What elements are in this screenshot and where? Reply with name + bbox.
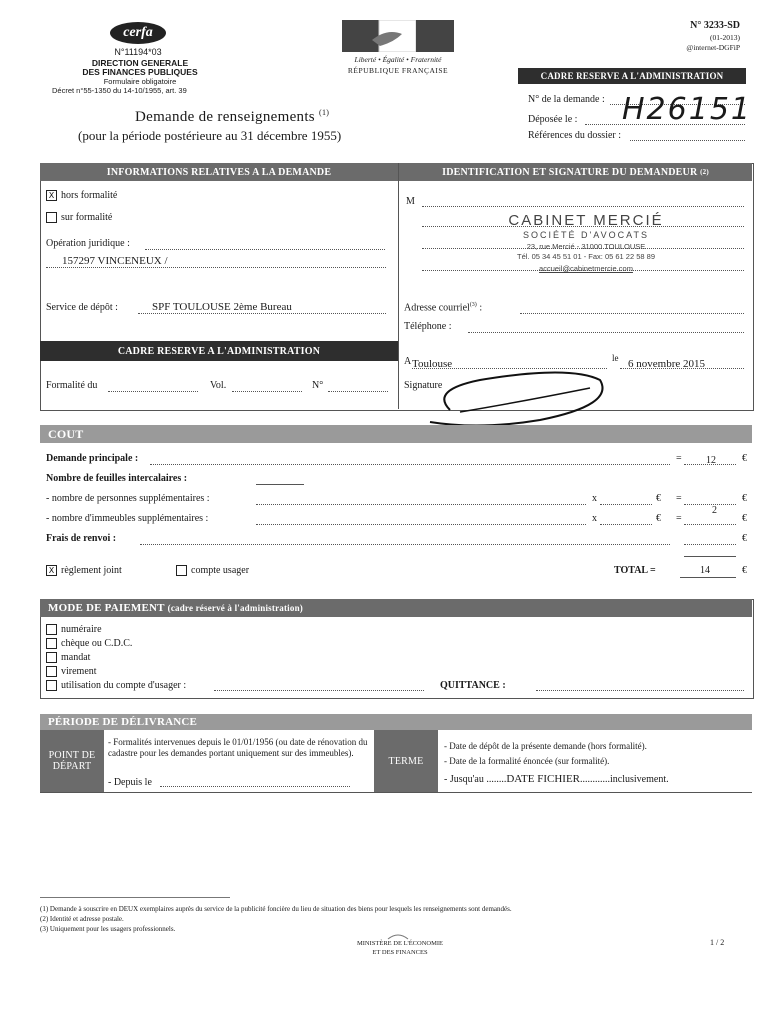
immeubles-eq: = [676,513,682,524]
periode-heading: PÉRIODE DE DÉLIVRANCE [40,714,752,730]
n-label: N° [312,380,324,391]
le-value[interactable]: 6 novembre 2015 [628,358,705,370]
immeubles-total-euro: € [742,513,747,524]
identification-heading: IDENTIFICATION ET SIGNATURE DU DEMANDEUR (2) [399,163,752,181]
operation-label: Opération juridique : [46,238,130,249]
terme-cell: TERME [374,730,438,792]
hors-formalite-option[interactable]: X hors formalité [46,190,117,201]
cerfa-logo: cerfa [110,22,166,44]
cout-heading: COUT [40,425,752,443]
deposee-label: Déposée le : [528,114,578,125]
ministere-line1: MINISTÈRE DE L'ÉCONOMIE [356,940,444,947]
sur-formalite-option[interactable]: sur formalité [46,212,112,223]
terme-3: - Jusqu'au ........DATE FICHIER............inclusivement. [444,773,669,785]
demande-eq: = [676,453,682,464]
terme-3-value[interactable]: DATE FICHIER [506,773,580,785]
terme-2: - Date de la formalité énoncée (sur formalité). [444,756,610,766]
direction-line2: DES FINANCES PUBLIQUES [82,67,198,77]
le-label: le [612,353,619,363]
stamp-phone: Tél. 05 34 45 51 01 - Fax: 05 61 22 58 89 [516,252,655,261]
admin-top-heading: CADRE RESERVE A L'ADMINISTRATION [518,68,746,84]
footnote-2: (2) Identité et adresse postale. [40,915,124,923]
republique-francaise: RÉPUBLIQUE FRANÇAISE [347,66,449,75]
direction-line1: DIRECTION GENERALE [91,58,189,68]
decret-reference: Décret n°55-1350 du 14-10/1955, art. 39 [52,86,187,95]
admin-mid-heading: CADRE RESERVE A L'ADMINISTRATION [40,341,398,361]
paiement-item-cheque[interactable]: chèque ou C.D.C. [46,638,132,649]
signature-scribble [420,350,620,435]
info-identification-frame [40,163,754,411]
virement-checkbox[interactable] [46,666,57,677]
stamp-email: accueil@cabinetmercie.com [539,264,633,273]
compte-checkbox[interactable] [176,565,187,576]
adresse-label: Adresse courriel$^{(3)}$ : [404,302,483,314]
immeubles-euro: € [656,513,661,524]
footnote-1: (1) Demande à souscrire en DEUX exemplaires auprès du service de la publicité foncière du lieu de situation des biens pour lesquels les renseignements sont demandés. [40,905,512,913]
telephone-label: Téléphone : [404,321,452,332]
numero-label: N° de la demande : [528,94,605,105]
stamp-address: 23, rue Mercié - 31000 TOULOUSE [526,242,646,251]
info-heading: INFORMATIONS RELATIVES A LA DEMANDE [40,163,398,181]
immeubles-x: x [592,513,597,524]
republique-motto: Liberté • Égalité • Fraternité [354,55,442,64]
m-label: M [406,196,415,207]
reference-label: Références du dossier : [528,130,622,141]
signature-label: Signature [404,380,443,391]
total-value[interactable]: 14 [700,565,710,576]
total-label: TOTAL = [614,565,656,576]
page-title: Demande de renseignements $^{(1)}$ [135,108,330,125]
compte-usager-checkbox[interactable] [46,680,57,691]
feuilles-label: Nombre de feuilles intercalaires : [46,473,188,484]
service-value[interactable]: SPF TOULOUSE 2ème Bureau [152,301,292,313]
personnes-euro: € [656,493,661,504]
point-depart-cell: POINT DE DÉPART [40,730,104,792]
personnes-eq: = [676,493,682,504]
frais-euro: € [742,533,747,544]
demande-value[interactable]: 12 [706,455,716,466]
periode-formalites: - Formalités intervenues depuis le 01/01/1956 (ou date de rénovation du cadastre pour les demandes portant uniquement sur des immeubles). [108,737,368,758]
reglement-option[interactable]: X règlement joint [46,565,122,576]
a-value[interactable]: Toulouse [412,358,453,370]
a-label: A [404,356,412,367]
paiement-heading: MODE DE PAIEMENT (cadre réservé à l'administration) [40,599,752,617]
marianne-logo [342,20,454,52]
personnes-x: x [592,493,597,504]
form-number: N° 3233-SD [690,20,740,31]
page-subtitle: (pour la période postérieure au 31 décembre 1955) [78,128,342,143]
cerfa-number: N°11194*03 [114,47,162,57]
numero-value[interactable]: H26151 [622,92,752,127]
immeubles-value[interactable]: 2 [712,505,717,516]
numeraire-checkbox[interactable] [46,624,57,635]
form-date: (01-2013) [710,33,740,42]
frais-label: Frais de renvoi : [46,533,117,544]
total-euro: € [742,565,747,576]
operation-value[interactable]: 157297 VINCENEUX / [62,255,168,267]
periode-depuis: - Depuis le [108,777,152,788]
paiement-item-virement[interactable]: virement [46,666,97,677]
ministere-line2: ET DES FINANCES [372,949,428,956]
stamp-name: CABINET MERCIÉ [508,212,664,229]
page-number: 1 / 2 [710,938,725,947]
compte-option[interactable]: compte usager [176,565,249,576]
paiement-item-mandat[interactable]: mandat [46,652,90,663]
stamp-sub: SOCIÉTÉ D'AVOCATS [523,230,649,240]
cheque-checkbox[interactable] [46,638,57,649]
demande-euro: € [742,453,747,464]
paiement-item-compte[interactable]: utilisation du compte d'usager : [46,680,186,691]
footnote-3: (3) Uniquement pour les usagers professionnels. [40,925,176,933]
personnes-label: - nombre de personnes supplémentaires : [46,493,210,504]
personnes-total-euro: € [742,493,747,504]
demande-principale-label: Demande principale : [46,453,139,464]
vol-label: Vol. [210,380,227,391]
form-source: @internet-DGFiP [686,43,740,52]
quittance-label: QUITTANCE : [440,680,506,691]
terme-1: - Date de dépôt de la présente demande (hors formalité). [444,741,647,751]
reglement-checkbox[interactable]: X [46,565,57,576]
immeubles-label: - nombre d'immeubles supplémentaires : [46,513,209,524]
formalite-label: Formalité du [46,380,98,391]
formulaire-obligatoire: Formulaire obligatoire [103,77,177,86]
paiement-item-numeraire[interactable]: numéraire [46,624,102,635]
service-label: Service de dépôt : [46,302,118,313]
mandat-checkbox[interactable] [46,652,57,663]
sur-formalite-checkbox[interactable] [46,212,57,223]
hors-formalite-checkbox[interactable]: X [46,190,57,201]
